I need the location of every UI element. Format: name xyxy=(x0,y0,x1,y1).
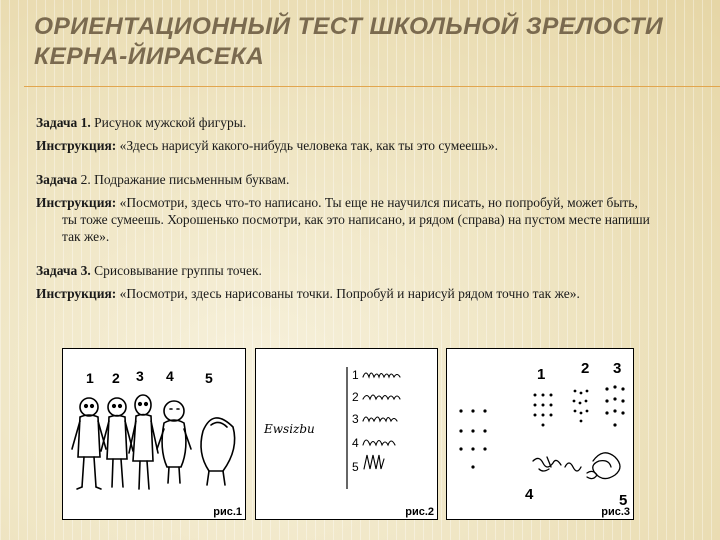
figure-3-caption: рис.3 xyxy=(601,506,630,518)
slide-body xyxy=(36,114,656,302)
dot-patterns-illustration xyxy=(447,349,635,521)
task-3-text: Срисовывание группы точек. xyxy=(90,263,262,278)
task-1-label: Задача 1. xyxy=(36,115,91,130)
figure-2-number: 3 xyxy=(352,412,359,426)
human-figures-illustration xyxy=(63,349,247,521)
figures-row xyxy=(62,348,636,522)
task-2-label: Задача xyxy=(36,172,78,187)
task-1 xyxy=(36,114,656,131)
figure-2-number: 5 xyxy=(352,460,359,474)
task-1-text: Рисунок мужской фигуры. xyxy=(90,115,247,130)
figure-1-number: 1 xyxy=(86,370,94,386)
task-2-instruction-label: Инструкция: xyxy=(36,195,117,210)
figure-1-number: 5 xyxy=(205,370,213,386)
task-2-text: 2. Подражание письменным буквам. xyxy=(77,172,290,187)
task-1-instruction-label: Инструкция: xyxy=(36,138,117,153)
task-1-instruction-text: «Здесь нарисуй какого-нибудь человека так, как ты это сумеешь». xyxy=(116,138,498,153)
figure-1-number: 2 xyxy=(112,370,120,386)
figure-1-number: 3 xyxy=(136,368,144,384)
task-3-label: Задача 3. xyxy=(36,263,91,278)
figure-1-human-drawings xyxy=(62,348,246,520)
task-1-instruction xyxy=(36,137,656,154)
figure-2-caption: рис.2 xyxy=(405,506,434,518)
figure-3-number: 5 xyxy=(619,492,628,509)
slide-title: ОРИЕНТАЦИОННЫЙ ТЕСТ ШКОЛЬНОЙ ЗРЕЛОСТИ КЕРНА-ЙИРАСЕКА xyxy=(34,13,664,70)
writing-samples-illustration xyxy=(256,349,439,521)
figure-3-number: 4 xyxy=(525,486,534,503)
figure-2-writing-samples xyxy=(255,348,438,520)
figure-3-number: 1 xyxy=(537,366,546,383)
task-2 xyxy=(36,171,656,188)
figure-2-number: 1 xyxy=(352,368,359,382)
figure-2-number: 4 xyxy=(352,436,359,450)
task-3-instruction-label: Инструкция: xyxy=(36,286,117,301)
figure-1-caption: рис.1 xyxy=(213,506,242,518)
sample-word: Ewsizbu xyxy=(264,422,315,436)
task-2-instruction xyxy=(36,194,656,245)
figure-3-dot-patterns xyxy=(446,348,634,520)
figure-3-number: 2 xyxy=(581,360,590,377)
figure-3-number: 3 xyxy=(613,360,622,377)
task-2-instruction-text: «Посмотри, здесь что-то написано. Ты еще не научился писать, но попробуй, может быть, ты тоже сумеешь. Хорошенько посмотри, как это написано, и рядом (справа) на пустом месте напиши так же». xyxy=(62,195,650,244)
figure-2-number: 2 xyxy=(352,390,359,404)
figure-1-number: 4 xyxy=(166,368,174,384)
task-3-instruction-text: «Посмотри, здесь нарисованы точки. Попробуй и нарисуй рядом точно так же». xyxy=(116,286,580,301)
title-divider xyxy=(24,86,720,87)
task-3 xyxy=(36,262,656,279)
task-3-instruction xyxy=(36,285,656,302)
